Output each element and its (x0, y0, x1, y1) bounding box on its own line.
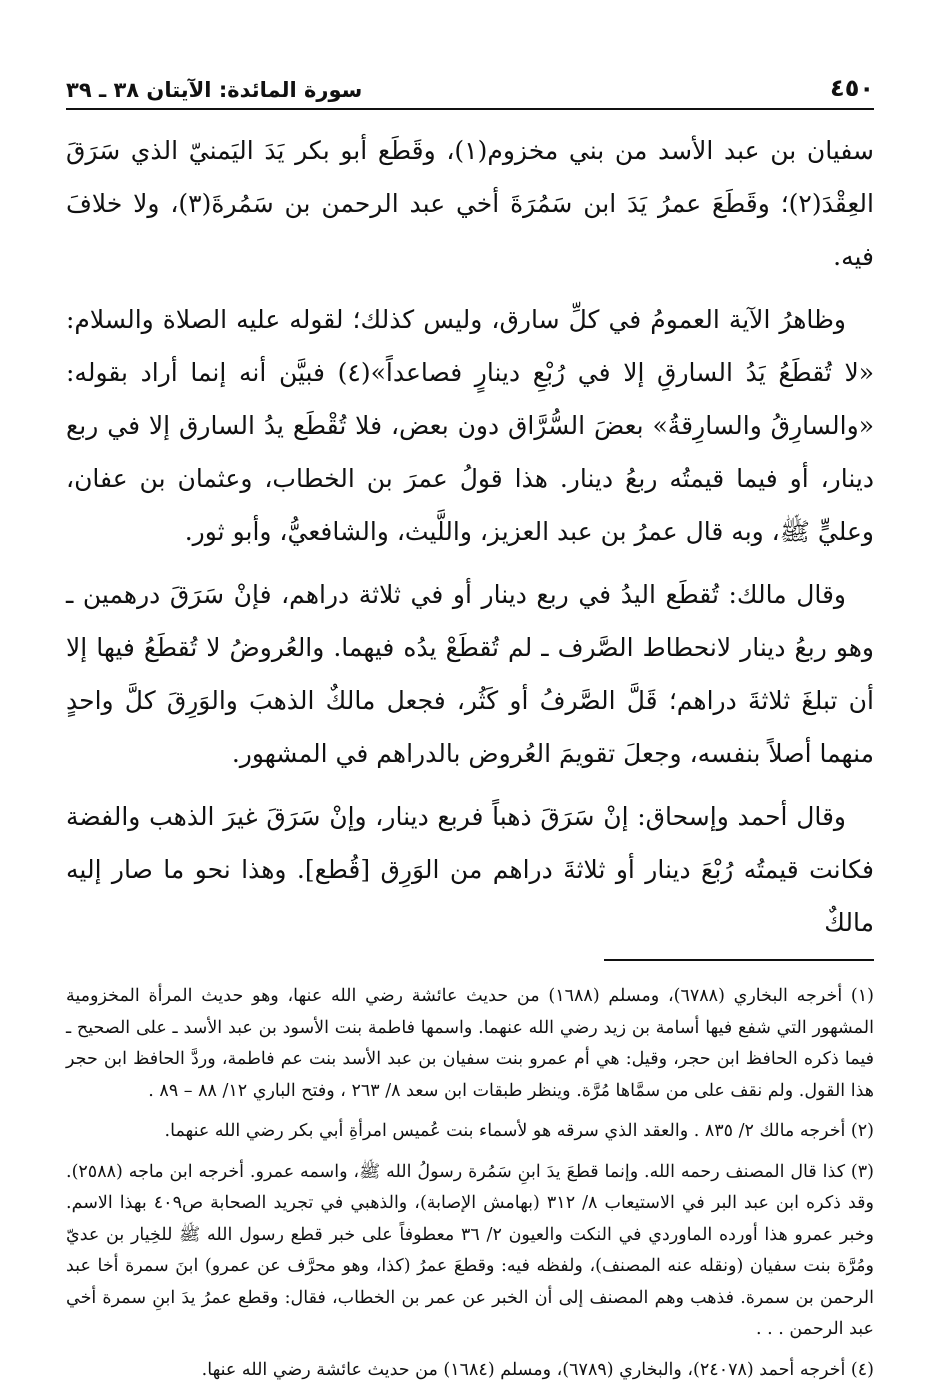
footnote-rule (604, 959, 874, 961)
footnote: (٢) أخرجه مالك ٢/ ٨٣٥ . والعقد الذي سرقه هو لأسماء بنت عُميس امرأةِ أبي بكر رضي الله عنهما. (66, 1116, 874, 1148)
footnote: (٣) كذا قال المصنف رحمه الله. وإنما قطعَ يدَ ابنِ سَمُرة رسولُ الله ﷺ، واسمه عمرو. أخرجه ابن ماجه (٢٥٨٨). وقد ذكره ابن عبد البر في الاستيعاب ٨/ ٣١٢ (بهامش الإصابة)، والذهبي في تجريد الصحابة ص٤٠٩ بهذا الاسم. وخبر عمرو هذا أورده الماوردي في النكت والعيون ٢/ ٣٦ معطوفاً على خبر قطع رسول الله ﷺ للخِيار بن عديّ ومُرَّة بنت سفيان (ونقله عنه المصنف)، ولفظه فيه: وقطعَ عمرُ (كذا، وهو محرَّف عن عمرو) ابنَ سمرة أخا عبد الرحمن بن سمرة. فذهب وهم المصنف إلى أن الخبر عن عمر بن الخطاب، فقال: وقطع عمرُ يدَ ابنِ سمرة أخي عبد الرحمن . . . (66, 1157, 874, 1346)
footnote: (٤) أخرجه أحمد (٢٤٠٧٨)، والبخاري (٦٧٨٩)، ومسلم (١٦٨٤) من حديث عائشة رضي الله عنها. (66, 1355, 874, 1386)
main-text (66, 124, 874, 949)
paragraph: وقال أحمد وإسحاق: إنْ سَرَقَ ذهباً فربع دينار، وإنْ سَرَقَ غيرَ الذهب والفضة فكانت قيمتُه رُبْعَ دينار أو ثلاثةَ دراهم من الوَرِق [قُطع]. وهذا نحو ما صار إليه مالكٌ (66, 790, 874, 949)
page-number: ٤٥٠ (830, 74, 874, 102)
page-header (66, 70, 874, 102)
paragraph: سفيان بن عبد الأسد من بني مخزوم(١)، وقَطَع أبو بكر يَدَ اليَمنيّ الذي سَرَقَ العِقْدَ(٢)؛ وقَطَعَ عمرُ يَدَ ابن سَمُرَةَ أخي عبد الرحمن بن سَمُرةَ(٣)، ولا خلافَ فيه. (66, 124, 874, 283)
footnote: (١) أخرجه البخاري (٦٧٨٨)، ومسلم (١٦٨٨) من حديث عائشة رضي الله عنها، وهو حديث المرأة المخزومية المشهور التي شفع فيها أسامة بن زيد رضي الله عنهما. واسمها فاطمة بنت الأسود بن عبد الأسد ـ على الصحيح ـ فيما ذكره الحافظ ابن حجر، وقيل: هي أم عمرو بنت سفيان بن عبد الأسد بنت عم فاطمة، وردَّ الحافظ ابن حجر هذا القول. ولم نقف على من سمَّاها مُرَّة. وينظر طبقات ابن سعد ٨/ ٢٦٣ ، وفتح الباري ١٢/ ٨٨ – ٨٩ . (66, 981, 874, 1107)
running-title: سورة المائدة: الآيتان ٣٨ ـ ٣٩ (66, 78, 362, 102)
footnotes (66, 981, 874, 1386)
paragraph: وقال مالك: تُقطَع اليدُ في ربع دينار أو في ثلاثة دراهم، فإنْ سَرَقَ درهمين ـ وهو ربعُ دينار لانحطاط الصَّرف ـ لم تُقطَعْ يدُه فيهما. والعُروضُ لا تُقطَعُ فيها إلا أن تبلغَ ثلاثةَ دراهم؛ قَلَّ الصَّرفُ أو كَثُر، فجعل مالكٌ الذهبَ والوَرِقَ كلَّ واحدٍ منهما أصلاً بنفسه، وجعلَ تقويمَ العُروض بالدراهم في المشهور. (66, 568, 874, 780)
paragraph: وظاهرُ الآية العمومُ في كلِّ سارق، وليس كذلك؛ لقوله عليه الصلاة والسلام: «لا تُقطَعُ يَدُ السارقِ إلا في رُبْعِ دينارٍ فصاعداً»(٤) فبيَّن أنه إنما أراد بقوله: «والسارِقُ والسارِقةُ» بعضَ السُّرَّاق دون بعض، فلا تُقْطَع يدُ السارق إلا في ربع دينار، أو فيما قيمتُه ربعُ دينار. هذا قولُ عمرَ بن الخطاب، وعثمان بن عفان، وعليٍّ ﷺ، وبه قال عمرُ بن عبد العزيز، واللَّيث، والشافعيُّ، وأبو ثور. (66, 293, 874, 558)
header-rule (66, 108, 874, 110)
